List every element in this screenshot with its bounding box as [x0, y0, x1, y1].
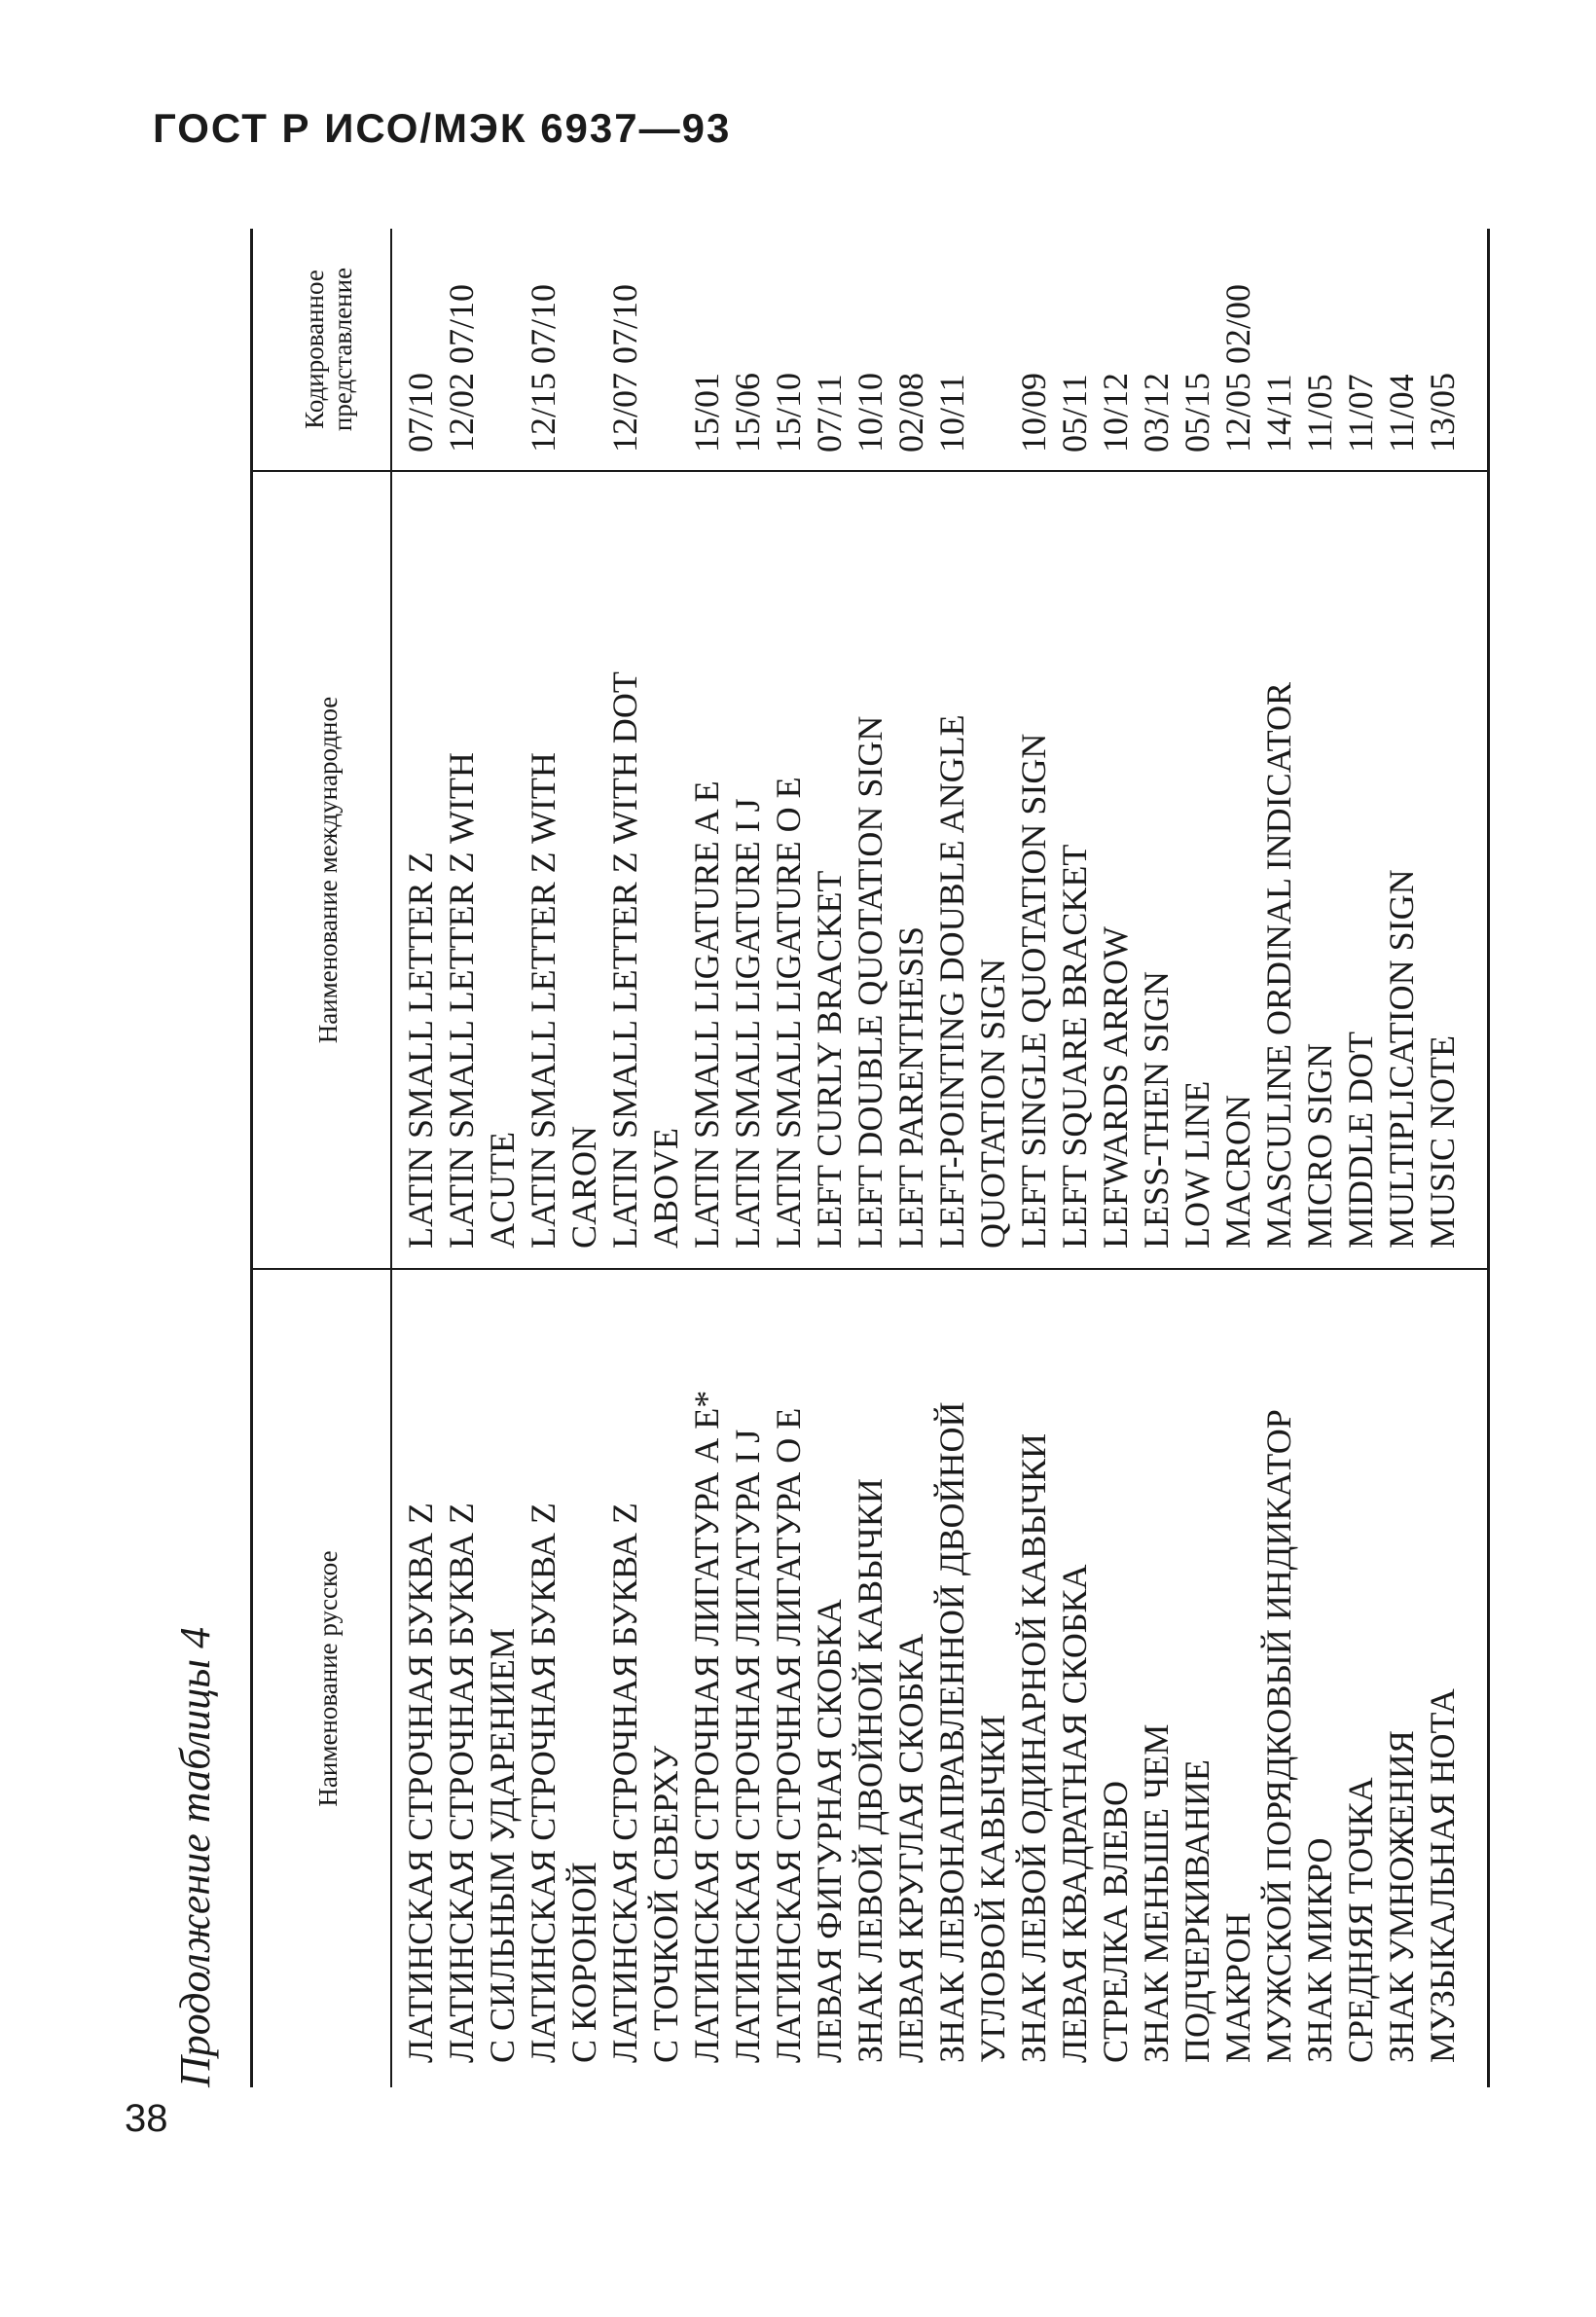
russian-name-line: ЛАТИНСКАЯ СТРОЧНАЯ БУКВА Z [442, 1502, 481, 2063]
international-name-line: MULTIPLICATION SIGN [1382, 869, 1421, 1249]
code-line: 02/08 [891, 372, 930, 453]
russian-name-line: ПОДЧЕРКИВАНИЕ [1178, 1759, 1216, 2063]
international-name-line: CARON [564, 1125, 603, 1249]
code-line: 03/12 [1137, 372, 1176, 453]
russian-name-line: СРЕДНЯЯ ТОЧКА [1341, 1777, 1380, 2063]
international-name-line: LESS-THEN SIGN [1137, 971, 1176, 1249]
code-line: 12/05 02/00 [1218, 283, 1257, 453]
document-header: ГОСТ Р ИСО/МЭК 6937—93 [153, 105, 732, 151]
code-line: 15/10 [769, 372, 808, 453]
russian-name-line: МУЖСКОЙ ПОРЯДКОВЫЙ ИНДИКАТОР [1259, 1409, 1298, 2063]
code-line: 10/12 [1096, 372, 1135, 453]
russian-name-line: СТРЕЛКА ВЛЕВО [1096, 1780, 1135, 2063]
russian-name-line: ЛАТИНСКАЯ СТРОЧНАЯ ЛИГАТУРА А Е* [687, 1390, 726, 2063]
code-line: 07/10 [401, 372, 440, 453]
russian-name-line: ЗНАК МЕНЬШЕ ЧЕМ [1137, 1723, 1176, 2063]
code-line: 11/04 [1382, 374, 1421, 453]
table-top-rule [250, 229, 253, 2087]
header-bottom-rule [390, 229, 392, 2087]
column-divider-2 [250, 470, 1490, 472]
russian-name-line: ЛАТИНСКАЯ СТРОЧНАЯ БУКВА Z [524, 1502, 562, 2063]
international-name-line: MIDDLE DOT [1341, 1032, 1380, 1249]
russian-name-line: ЗНАК МИКРО [1300, 1837, 1339, 2063]
code-line: 05/11 [1055, 374, 1094, 453]
international-name-line: LEFT SINGLE QUOTATION SIGN [1014, 733, 1053, 1249]
code-line: 15/01 [687, 372, 726, 453]
international-name-line: MASCULINE ORDINAL INDICATOR [1259, 682, 1298, 1249]
russian-name-line: ЛАТИНСКАЯ СТРОЧНАЯ БУКВА Z [605, 1502, 644, 2063]
column-header-russian: Наименование русское [313, 1550, 344, 1807]
international-name-line: LEFT DOUBLE QUOTATION SIGN [851, 715, 889, 1249]
russian-name-line: МАКРОН [1218, 1912, 1257, 2063]
code-line: 12/15 07/10 [524, 283, 562, 453]
code-line: 11/07 [1341, 374, 1380, 453]
column-divider-1 [250, 1268, 1490, 1270]
russian-name-line: МУЗЫКАЛЬНАЯ НОТА [1423, 1688, 1462, 2063]
international-name-line: ACUTE [483, 1132, 522, 1249]
russian-name-line: ЗНАК ЛЕВОНАПРАВЛЕННОЙ ДВОЙНОЙ [932, 1401, 971, 2063]
russian-name-line: ЛАТИНСКАЯ СТРОЧНАЯ ЛИГАТУРА О Е [769, 1407, 808, 2063]
russian-name-line: ЗНАК УМНОЖЕНИЯ [1382, 1730, 1421, 2063]
international-name-line: MACRON [1218, 1094, 1257, 1249]
russian-name-line: С КОРОНОЙ [564, 1862, 603, 2063]
international-name-line: LEFT PARENTHESIS [891, 925, 930, 1249]
code-line: 15/06 [728, 372, 767, 453]
international-name-line: LATIN SMALL LETTER Z WITH DOT [605, 671, 644, 1249]
international-name-line: LATIN SMALL LETTER Z WITH [524, 752, 562, 1249]
code-line: 10/11 [932, 374, 971, 453]
russian-name-line: ЛЕВАЯ КВАДРАТНАЯ СКОБКА [1055, 1564, 1094, 2063]
international-name-line: LATIN SMALL LETTER Z WITH [442, 752, 481, 1249]
column-header-code: Кодированное представление [300, 267, 357, 432]
russian-name-line: ЛЕВАЯ КРУГЛАЯ СКОБКА [891, 1633, 930, 2063]
international-name-line: ABOVE [646, 1128, 685, 1249]
russian-name-line: С ТОЧКОЙ СВЕРХУ [646, 1745, 685, 2063]
international-name-line: LEFT SQUARE BRACKET [1055, 844, 1094, 1249]
international-name-line: LATIN SMALL LIGATURE I J [728, 798, 767, 1249]
international-name-line: LATIN SMALL LETTER Z [401, 851, 440, 1249]
international-name-line: MICRO SIGN [1300, 1042, 1339, 1249]
page-number: 38 [125, 2097, 168, 2140]
column-header-international: Наименование международное [313, 696, 344, 1044]
russian-name-line: С СИЛЬНЫМ УДАРЕНИЕМ [483, 1628, 522, 2063]
international-name-line: LATIN SMALL LIGATURE A E [687, 780, 726, 1249]
code-line: 10/10 [851, 372, 889, 453]
table-caption: Продолжение таблицы 4 [171, 1626, 219, 2087]
code-line: 07/11 [810, 374, 849, 453]
code-line: 14/11 [1259, 374, 1298, 453]
table-bottom-rule [1487, 229, 1490, 2087]
international-name-line: LEFT CURLY BRACKET [810, 870, 849, 1249]
international-name-line: LEFT-POINTING DOUBLE ANGLE [932, 714, 971, 1249]
russian-name-line: ЛЕВАЯ ФИГУРНАЯ СКОБКА [810, 1599, 849, 2063]
international-name-line: QUOTATION SIGN [973, 958, 1012, 1249]
code-line: 11/05 [1300, 374, 1339, 453]
code-line: 05/15 [1178, 372, 1216, 453]
russian-name-line: ЛАТИНСКАЯ СТРОЧНАЯ ЛИГАТУРА I J [728, 1429, 767, 2063]
code-line: 13/05 [1423, 372, 1462, 453]
international-name-line: LEFWARDS ARROW [1096, 925, 1135, 1249]
international-name-line: LOW LINE [1178, 1080, 1216, 1249]
russian-name-line: ЗНАК ЛЕВОЙ ДВОЙНОЙ КАВЫЧКИ [851, 1478, 889, 2063]
rotated-table-page [170, 229, 1494, 2087]
code-line: 12/07 07/10 [605, 283, 644, 453]
russian-name-line: ЛАТИНСКАЯ СТРОЧНАЯ БУКВА Z [401, 1502, 440, 2063]
code-line: 12/02 07/10 [442, 283, 481, 453]
russian-name-line: ЗНАК ЛЕВОЙ ОДИНАРНОЙ КАВЫЧКИ [1014, 1432, 1053, 2063]
russian-name-line: УГЛОВОЙ КАВЫЧКИ [973, 1715, 1012, 2063]
code-line: 10/09 [1014, 372, 1053, 453]
international-name-line: MUSIC NOTE [1423, 1034, 1462, 1249]
international-name-line: LATIN SMALL LIGATURE O E [769, 777, 808, 1249]
